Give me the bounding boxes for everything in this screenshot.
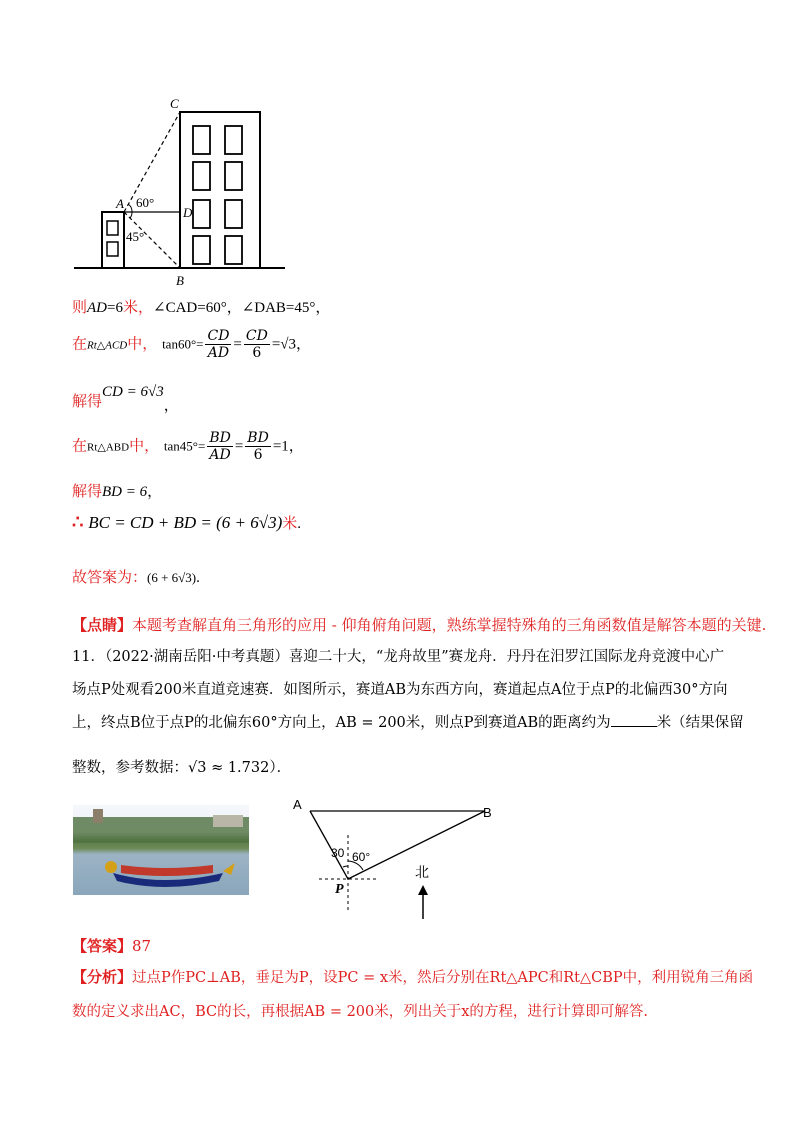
problem-line-4: 整数，参考数据：√3 ≈ 1.732）． [72,760,292,776]
label-C: C [170,96,179,111]
label-A2: A [293,797,302,812]
solution-line-5: 解得BD = 6， [72,482,163,500]
problem-line-1: 11．（2022·湖南岳阳·中考真题）喜迎二十大，“龙舟故里”赛龙舟．丹丹在汨罗江国际龙舟竞渡中心广 [72,649,725,665]
label-A: A [116,196,124,211]
angle-45-label: 45° [126,229,145,244]
solution-line-6: ∴ BC = CD + BD = (6 + 6√3)米. [72,512,302,533]
problem-line-3: 上，终点B位于点P的北偏东60°方向上，AB = 200米，则点P到赛道AB的距离约为 米（结果保留 [72,715,744,731]
label-B2: B [483,805,492,820]
problem-line-2: 场点P处观看200米直道竞速赛．如图所示，赛道AB为东西方向，赛道起点A位于点P的北偏西30°方向 [72,682,728,698]
solution-line-4: 在Rt△ABD中， tan45°= $\frac{BD}{AD}$ = $\frac{BD}{6}$ =1， [72,430,304,463]
direction-diagram [285,795,525,925]
label-D: D [183,205,193,220]
angle-30-label: 30 [331,846,345,860]
angle-60-label-2: 60° [352,850,371,864]
analysis-line-1: 【分析】过点P作PC⊥AB，垂足为P，设PC = x米，然后分别在Rt△APC和Rt△CBP中，利用锐角三角函 [72,968,754,986]
comment-line: 【点睛】本题考查解直角三角形的应用 - 仰角俯角问题，熟练掌握特殊角的三角函数值是解答本题的关键. [72,616,767,634]
analysis-line-2: 数的定义求出AC，BC的长，再根据AB = 200米，列出关于x的方程，进行计算即可解答. [72,1004,649,1020]
answer-line: 【答案】87 [72,937,152,955]
north-label: 北 [415,865,429,881]
solution-line-2: 在Rt△ACD中， tan60°= $\frac{CD}{AD}$ = $\frac{CD}{6}$ =√3， [72,328,312,361]
solution-line-1: 则AD=6米，∠CAD=60°，∠DAB=45°， [72,298,331,316]
solution-line-7: 故答案为：(6 + 6√3). [72,568,200,586]
dragon-boat-photo [73,805,249,895]
building-diagram [60,90,300,295]
label-B: B [176,273,184,288]
angle-60-label: 60° [136,195,155,210]
label-P: P [335,882,344,897]
solution-line-3: 解得CD = 6√3， [72,384,179,414]
answer-blank [611,726,657,727]
